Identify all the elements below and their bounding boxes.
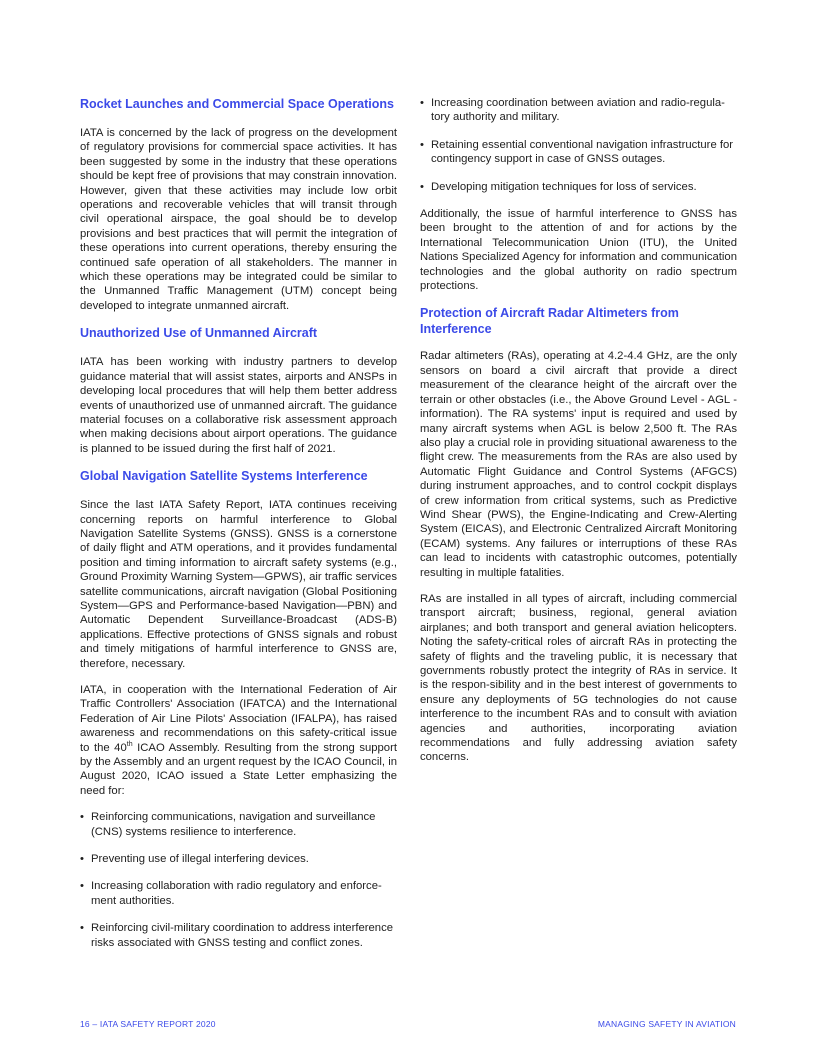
- list-item: • Reinforcing communications, navigation and surveillance (CNS) systems resilience to interference.: [80, 811, 376, 838]
- paragraph-radar-altimeters-1: Radar altimeters (RAs), operating at 4.2-4.4 GHz, are the only sensors on board a civil aircraft that provide a direct measurement of the clearance height of the aircraft over the terrain or other obstacles (i.e., the Above Ground Level - AGL - information). The RA systems' input is required and used by many aircraft systems when AGL is below 2,500 ft. The RAs also play a crucial role in providing situational awareness to the flight crew. The measurements from the RAs are also used by Automatic Flight Guidance and Control Systems (AFGCS) during instrument approaches, and to control cockpit displays of crew information from critical systems, such as Predictive Wind Shear (PWS), the Engine-Indicating and Crew-Alerting System (EICAS), and Electronic Centralized Aircraft Monitoring (ECAM) systems. Any failures or interruptions of these RAs can lead to incidents with catastrophic outcomes, potentially resulting in multiple fatalities.: [420, 350, 737, 579]
- bullet-icon: •: [80, 922, 84, 935]
- section-heading-radar-altimeters: Protection of Aircraft Radar Altimeters from Interference: [420, 306, 679, 337]
- list-item: • Developing mitigation techniques for loss of services.: [420, 180, 697, 193]
- bullet-icon: •: [420, 138, 424, 151]
- paragraph-gnss-2: [80, 683, 397, 798]
- paragraph-unmanned-aircraft: IATA has been working with industry partners to develop guidance material that will assist states, airports and ANSPs in developing local procedures that will help them better address events of unauthorized use of unmanned aircraft. The guidance material focuses on a collaborative risk assessment approach when making decisions about airport operations. The guidance is planned to be issued during the first half of 2021.: [80, 356, 397, 455]
- gnss-needs-list: [80, 810, 397, 950]
- paragraph-gnss-2-part2: ICAO Assembly. Resulting from the strong support by the Assembly and an urgent request by the ICAO Council, in August 2020, ICAO issued a State Letter emphasizing the need for:: [80, 741, 397, 797]
- right-column: [420, 96, 737, 777]
- bullet-icon: •: [80, 811, 84, 824]
- list-item: • Preventing use of illegal interfering devices.: [80, 853, 309, 866]
- list-item: • Retaining essential conventional navigation infrastructure for contingency support in case of GNSS outages.: [420, 138, 734, 166]
- footer-page-label: 16 – IATA SAFETY REPORT 2020: [80, 1019, 216, 1029]
- left-column: [80, 96, 397, 963]
- footer-section-label: MANAGING SAFETY IN AVIATION: [597, 1019, 736, 1029]
- list-item: • Increasing collaboration with radio regulatory and enforce-ment authorities.: [80, 880, 382, 907]
- bullet-icon: •: [80, 880, 84, 893]
- gnss-needs-list-continued: [420, 96, 737, 194]
- section-heading-unmanned-aircraft: Unauthorized Use of Unmanned Aircraft: [80, 326, 318, 341]
- section-heading-rocket-launches: Rocket Launches and Commercial Space Operations: [80, 97, 394, 111]
- bullet-icon: •: [80, 853, 84, 866]
- paragraph-gnss-2-part1: IATA, in cooperation with the International Federation of Air Traffic Controllers' Association (IFATCA) and the International Federation of Air Line Pilots' Association (IFALPA), has raised awareness and recommendations on this safety-critical issue to the 40: [80, 684, 397, 754]
- paragraph-radar-altimeters-2: RAs are installed in all types of aircraft, including commercial transport aircraft; business, regional, general aviation airplanes; and both transport and general aviation helicopters. Noting the safety-critical roles of aircraft RAs in protecting the safety of flights and the traveling public, it is necessary that governments robustly protect the integrity of RAs in service. It is the respon-sibility and in the best interest of governments to ensure any deployments of 5G technologies do not cause interference to the incumbent RAs and to consult with aviation agencies and authorities, incorporating aviation recommendations and fully addressing aviation safety concerns.: [420, 592, 737, 764]
- bullet-icon: •: [420, 97, 424, 109]
- paragraph-itu: Additionally, the issue of harmful interference to GNSS has been brought to the attention of and for actions by the International Telecommunication Union (ITU), the United Nations Specialized Agency for information and communication technologies and the global authority on radio spectrum protections.: [420, 208, 737, 293]
- paragraph-gnss-1: Since the last IATA Safety Report, IATA continues receiving concerning reports on harmful interference to Global Navigation Satellite Systems (GNSS). GNSS is a cornerstone of daily flight and ATM operations, and it provides fundamental position and timing information to aircraft safety systems (e.g., Ground Proximity Warning System—GPWS), air traffic services satellite communications, aircraft navigation (Global Positioning System—GPS and Performance-based Navigation—PBN) and Automatic Dependent Surveillance-Broadcast (ADS-B) applications. Effective protections of GNSS signals and robust and timely mitigations of harmful interference to GNSS are, therefore, necessary.: [80, 499, 397, 670]
- list-item: • Increasing coordination between aviation and radio-regula-tory authority and military.: [420, 97, 725, 124]
- ordinal-suffix: th: [126, 740, 133, 748]
- list-item: • Reinforcing civil-military coordination to address interference risks associated with GNSS testing and conflict zones.: [80, 922, 394, 949]
- paragraph-rocket-launches: IATA is concerned by the lack of progress on the development of regulatory provisions for commercial space activities. It has been suggested by some in the industry that these operations should be kept free of provisions that may constrain innovation. However, given that these activities may include low orbit operations and recoverable vehicles that will transit through civil operational airspace, the goal should be to develop provisions and best practices that will permit the integration of these operations into current operations, thereby ensuring the continued safe operation of all stakeholders. The manner in which these operations may be integrated could be similar to the Unmanned Traffic Management (UTM) concept being developed to integrate unmanned aircraft.: [80, 127, 397, 312]
- section-heading-gnss-interference: Global Navigation Satellite Systems Interference: [80, 469, 368, 484]
- bullet-icon: •: [420, 180, 424, 193]
